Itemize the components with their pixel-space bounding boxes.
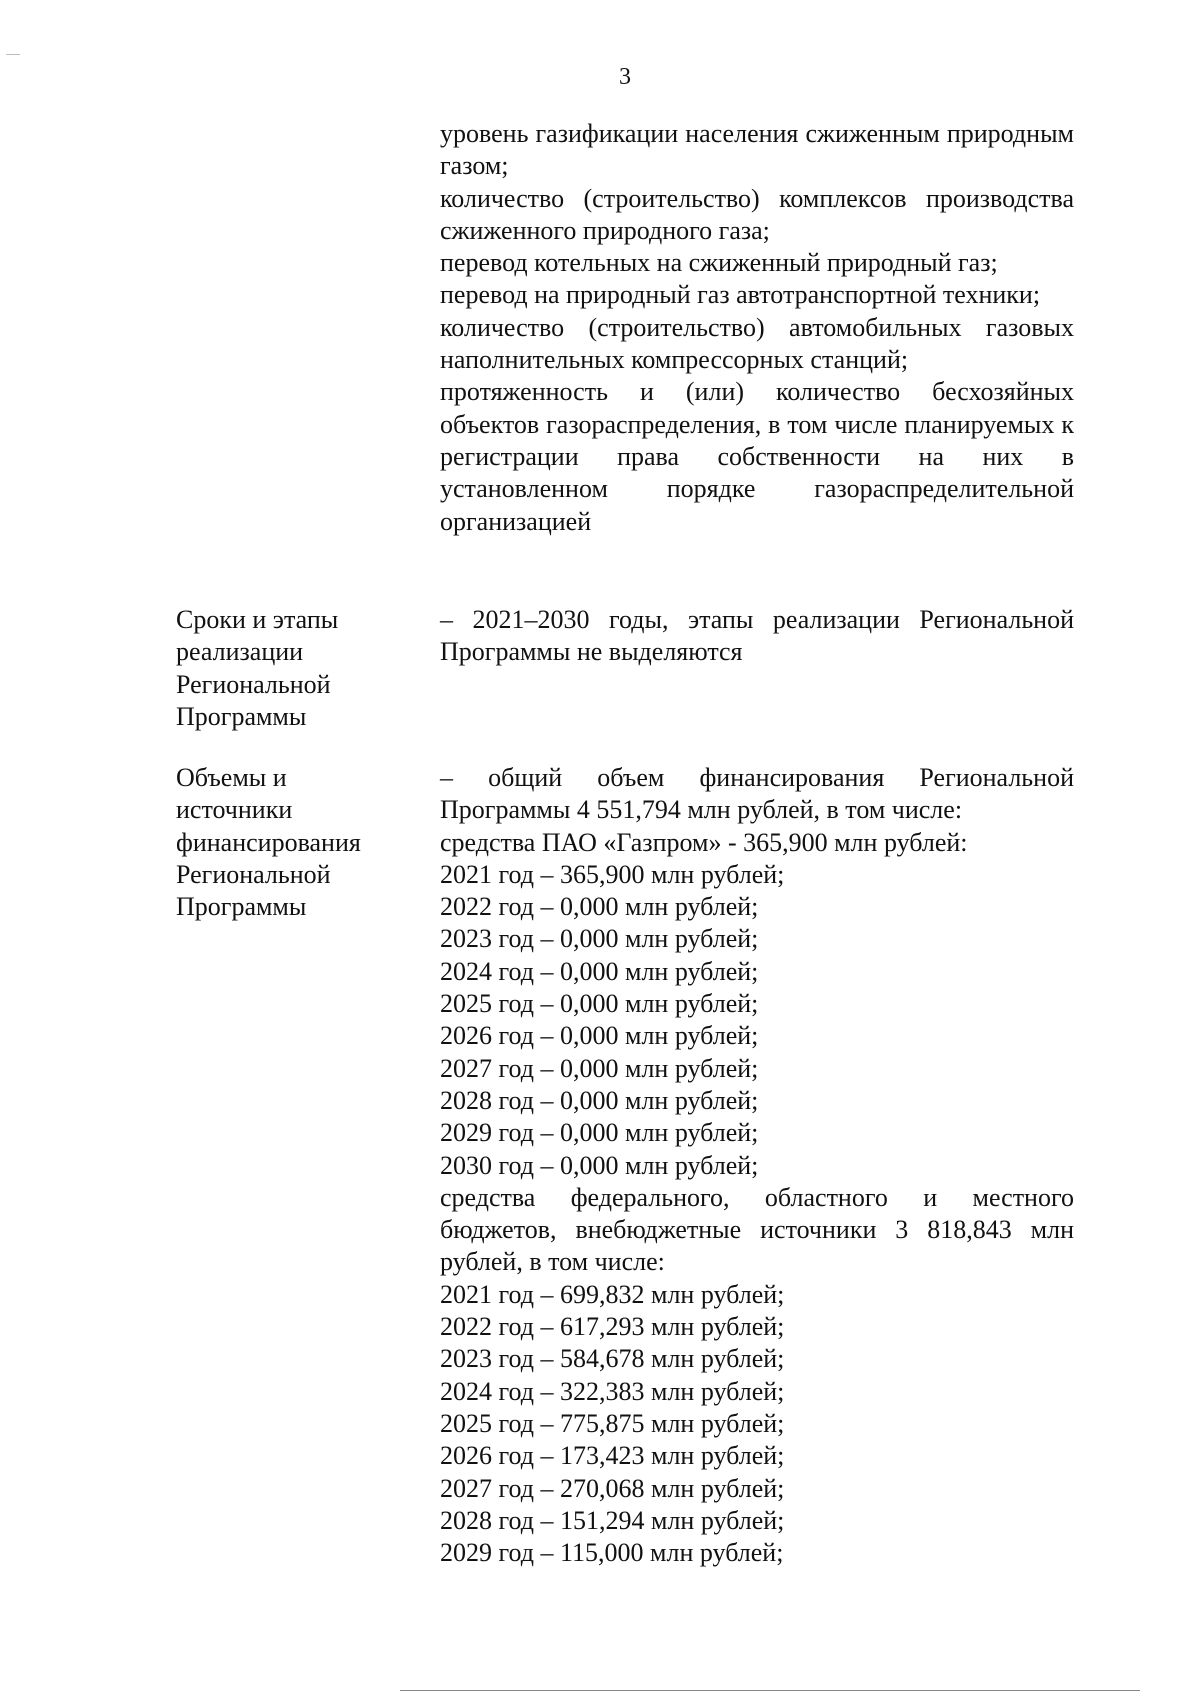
page-number: 3 bbox=[619, 64, 631, 90]
page-bottom-rule bbox=[400, 1690, 1140, 1691]
budget-header: средства федерального, областного и местного бюджетов, внебюджетные источники 3 818,843 млн рублей, в том числе: bbox=[440, 1182, 1074, 1277]
budget-year-item: 2024 год – 322,383 млн рублей; bbox=[440, 1376, 785, 1406]
gazprom-year-item: 2025 год – 0,000 млн рублей; bbox=[440, 989, 759, 1019]
indicator-item: уровень газификации населения сжиженным природным газом; bbox=[440, 119, 1074, 181]
indicator-item: количество (строительство) автомобильных газовых наполнительных компрессорных станций; bbox=[440, 312, 1074, 375]
budget-year-item: 2029 год – 115,000 млн рублей; bbox=[440, 1538, 784, 1568]
target-indicators-list bbox=[440, 118, 1074, 538]
terms-label: Сроки и этапы реализации Региональной Программы bbox=[176, 605, 339, 731]
gazprom-year-item: 2026 год – 0,000 млн рублей; bbox=[440, 1021, 759, 1051]
gazprom-year-item: 2028 год – 0,000 млн рублей; bbox=[440, 1085, 759, 1115]
budget-year-item: 2021 год – 699,832 млн рублей; bbox=[440, 1279, 785, 1309]
gazprom-years-list bbox=[440, 859, 1074, 1182]
budget-years-list bbox=[440, 1279, 1074, 1570]
gazprom-year-item: 2027 год – 0,000 млн рублей; bbox=[440, 1053, 759, 1083]
indicator-item: количество (строительство) комплексов производства сжиженного природного газа; bbox=[440, 183, 1074, 245]
gazprom-header: средства ПАО «Газпром» - 365,900 млн рублей: bbox=[440, 827, 968, 857]
budget-year-item: 2028 год – 151,294 млн рублей; bbox=[440, 1505, 785, 1535]
budget-year-item: 2025 год – 775,875 млн рублей; bbox=[440, 1408, 785, 1438]
gazprom-year-item: 2030 год – 0,000 млн рублей; bbox=[440, 1150, 759, 1180]
gazprom-year-item: 2023 год – 0,000 млн рублей; bbox=[440, 924, 759, 954]
funding-value bbox=[440, 762, 1074, 1569]
indicator-item: перевод на природный газ автотранспортной техники; bbox=[440, 280, 1041, 310]
budget-year-item: 2023 год – 584,678 млн рублей; bbox=[440, 1344, 785, 1374]
scan-margin-mark bbox=[6, 54, 20, 55]
indicator-item: протяженность и (или) количество бесхозяйных объектов газораспределения, в том числе планируемых к регистрации права собственности на них в установленном порядке газораспределительной организацией bbox=[440, 377, 1074, 536]
budget-year-item: 2027 год – 270,068 млн рублей; bbox=[440, 1473, 785, 1503]
gazprom-year-item: 2022 год – 0,000 млн рублей; bbox=[440, 892, 759, 922]
gazprom-year-item: 2029 год – 0,000 млн рублей; bbox=[440, 1118, 759, 1148]
budget-year-item: 2022 год – 617,293 млн рублей; bbox=[440, 1312, 785, 1342]
indicator-item: перевод котельных на сжиженный природный газ; bbox=[440, 248, 998, 278]
terms-value: – 2021–2030 годы, этапы реализации Региональной Программы не выделяются bbox=[440, 605, 1074, 667]
funding-total: – общий объем финансирования Региональной Программы 4 551,794 млн рублей, в том числе: bbox=[440, 763, 1074, 825]
gazprom-year-item: 2021 год – 365,900 млн рублей; bbox=[440, 859, 785, 889]
gazprom-year-item: 2024 год – 0,000 млн рублей; bbox=[440, 956, 759, 986]
funding-label: Объемы и источники финансирования Региональной Программы bbox=[176, 763, 361, 922]
budget-year-item: 2026 год – 173,423 млн рублей; bbox=[440, 1441, 785, 1471]
